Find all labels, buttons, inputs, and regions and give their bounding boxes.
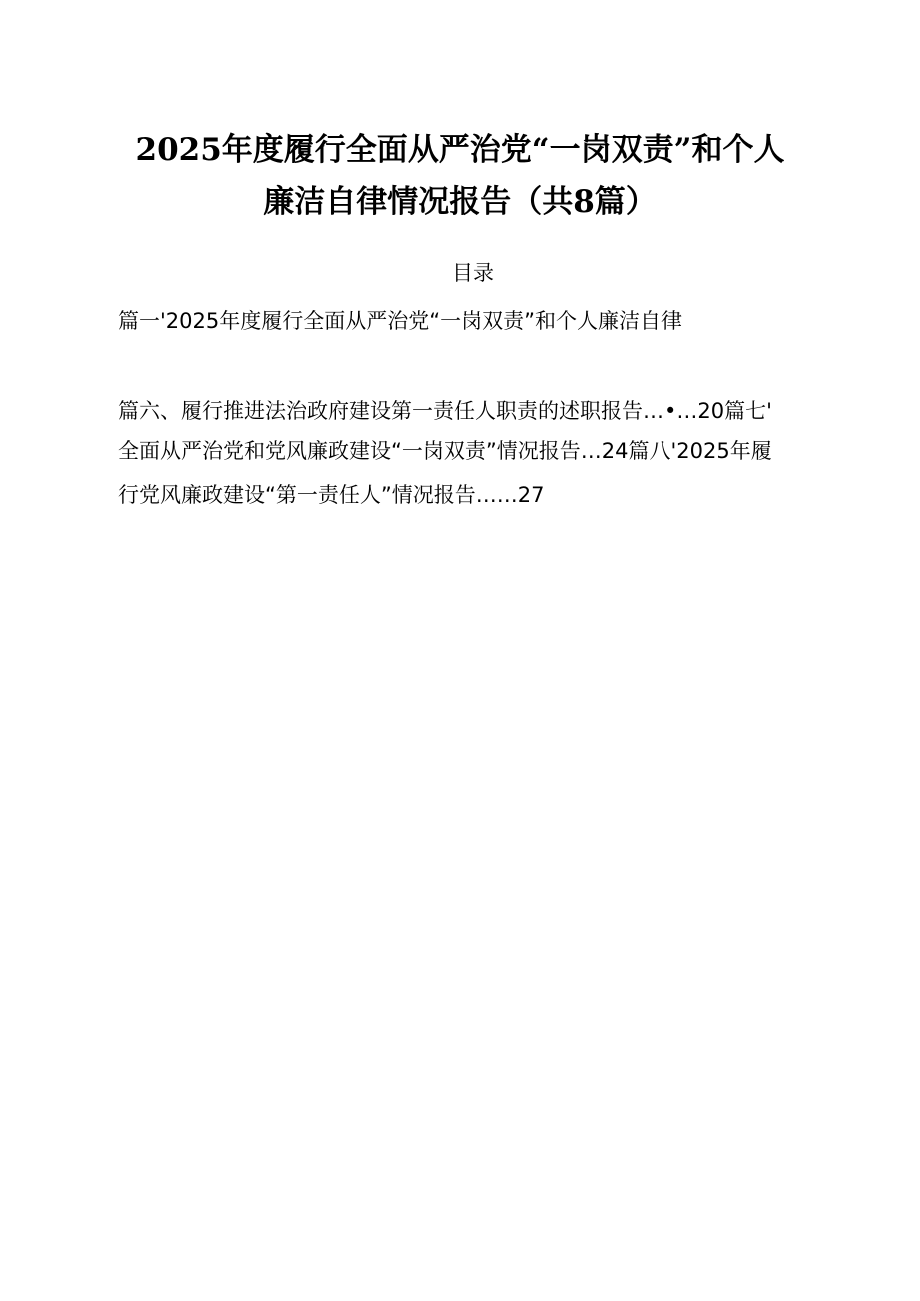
toc-entry: 篇六、履行推进法治政府建设第一责任人职责的述职报告…•…20篇七': [118, 399, 772, 423]
title-line-2: 廉洁自律情况报告（共8篇）: [263, 184, 657, 220]
toc-heading: 目录: [452, 261, 494, 285]
title-line-1: 2025年度履行全面从严治党“一岗双责”和个人: [135, 132, 785, 168]
toc-entry: 全面从严治党和党风廉政建设“一岗双责”情况报告…24篇八'2025年履: [118, 439, 772, 463]
toc-entry: 篇一'2025年度履行全面从严治党“一岗双责”和个人廉洁自律: [118, 309, 682, 333]
toc-entry: 行党风廉政建设“第一责任人”情况报告……27: [118, 483, 545, 507]
document-title: [80, 124, 840, 228]
